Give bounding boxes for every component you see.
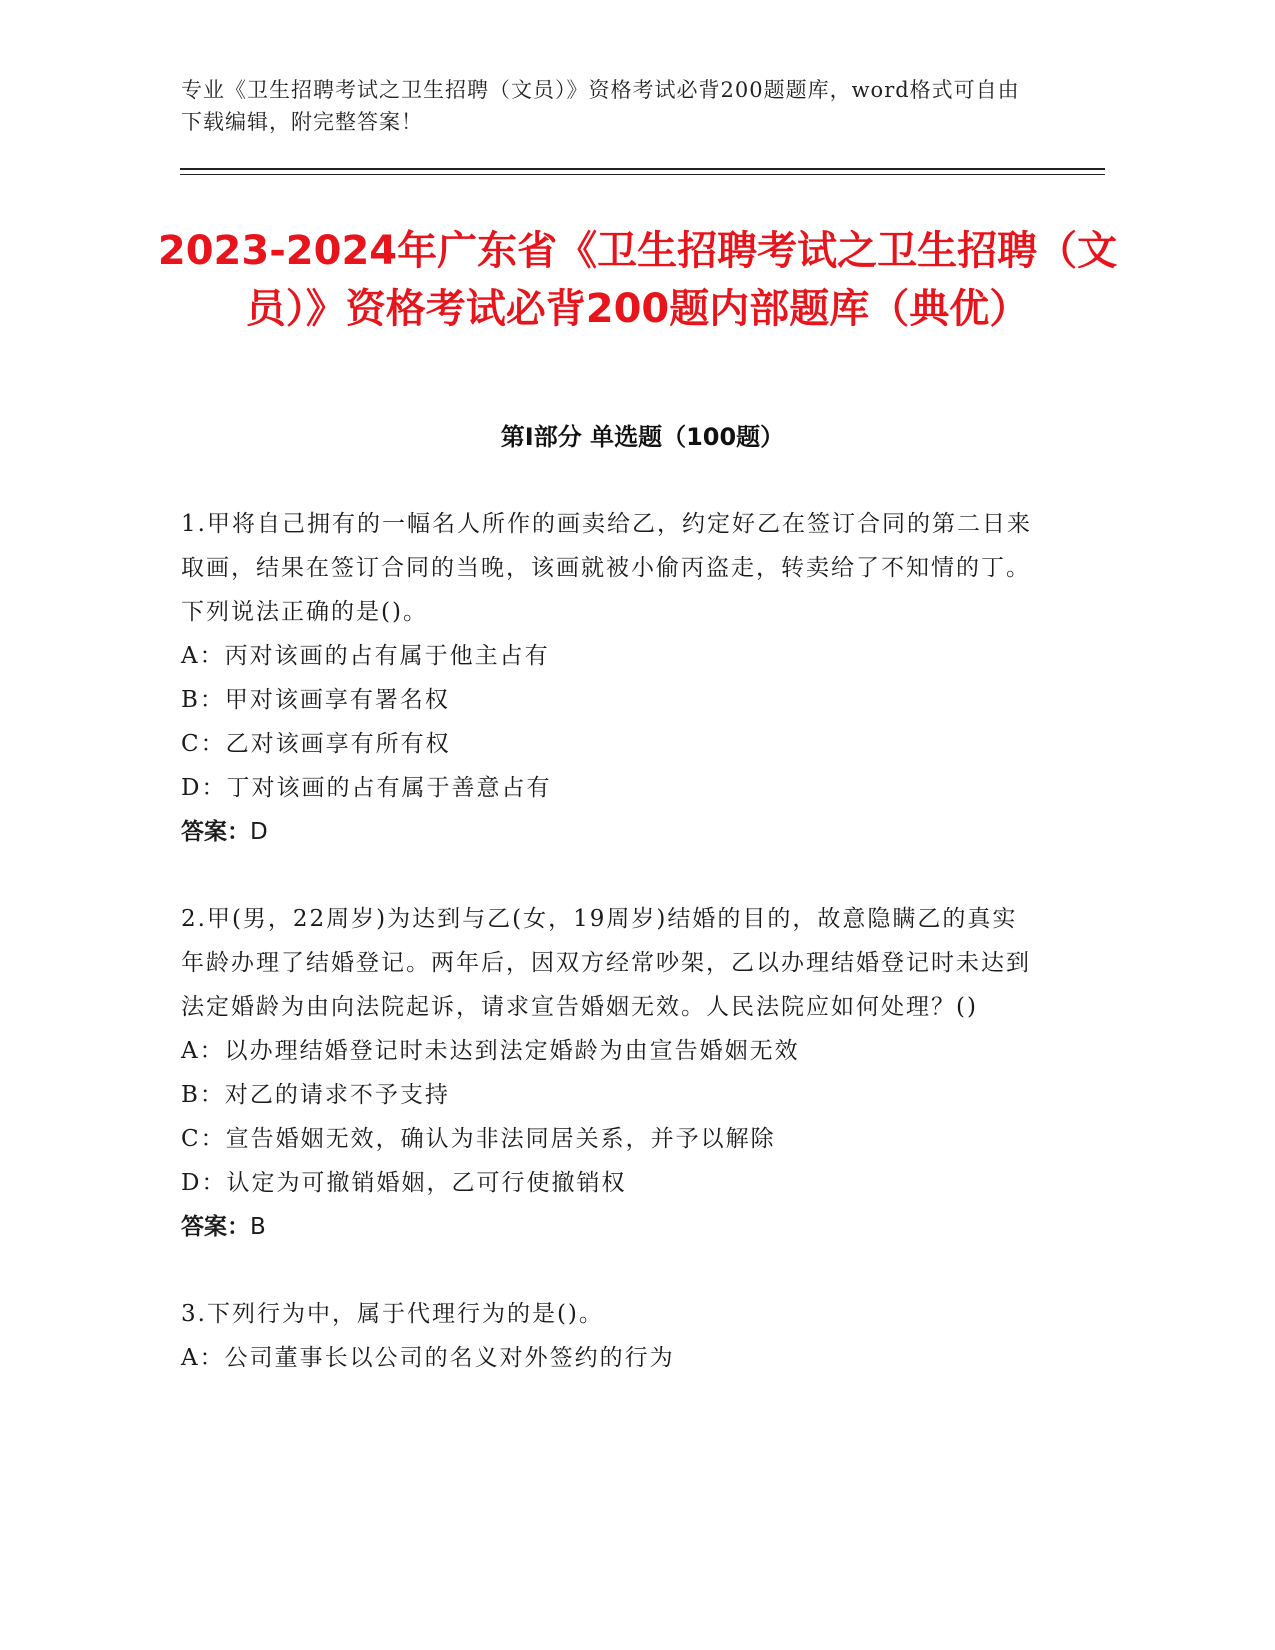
question-stem: 2.甲(男，22周岁)为达到与乙(女，19周岁)结婚的目的，故意隐瞒乙的真实年龄办理了结婚登记。两年后，因双方经常吵架，乙以办理结婚登记时未达到法定婚龄为由向法院起诉，请求宣告婚姻无效。人民法院应如何处理？() — [181, 906, 1031, 1020]
header-rule-thin — [180, 174, 1105, 175]
answer — [181, 1205, 1041, 1249]
section-heading: 第Ⅰ部分 单选题（100题） — [500, 423, 785, 451]
option-b: B：对乙的请求不予支持 — [181, 1082, 450, 1108]
option-c: C：宣告婚姻无效，确认为非法同居关系，并予以解除 — [181, 1126, 776, 1152]
option-a: A：丙对该画的占有属于他主占有 — [181, 643, 550, 669]
question-stem: 1.甲将自己拥有的一幅名人所作的画卖给乙，约定好乙在签订合同的第二日来取画，结果在签订合同的当晚，该画就被小偷丙盗走，转卖给了不知情的丁。下列说法正确的是()。 — [181, 511, 1032, 625]
question-3 — [181, 1292, 1041, 1380]
question-1 — [181, 502, 1041, 854]
answer-label: 答案： — [181, 1214, 250, 1240]
question-2 — [181, 897, 1041, 1249]
option-a: A：公司董事长以公司的名义对外签约的行为 — [181, 1345, 675, 1371]
answer-value: D — [250, 819, 268, 845]
header-rule-thick — [180, 168, 1105, 170]
answer — [181, 810, 1041, 854]
header-note: 专业《卫生招聘考试之卫生招聘（文员）》资格考试必背200题题库，word格式可自由下载编辑，附完整答案！ — [181, 78, 1020, 134]
option-a: A：以办理结婚登记时未达到法定婚龄为由宣告婚姻无效 — [181, 1038, 800, 1064]
answer-value: B — [250, 1214, 266, 1240]
answer-label: 答案： — [181, 819, 250, 845]
option-d: D：认定为可撤销婚姻，乙可行使撤销权 — [181, 1170, 627, 1196]
document-title: 2023-2024年广东省《卫生招聘考试之卫生招聘（文员）》资格考试必背200题内部题库（典优） — [157, 228, 1118, 332]
question-list — [181, 502, 1041, 1423]
option-d: D：丁对该画的占有属于善意占有 — [181, 775, 552, 801]
option-b: B：甲对该画享有署名权 — [181, 687, 450, 713]
option-c: C：乙对该画享有所有权 — [181, 731, 451, 757]
question-stem: 3.下列行为中，属于代理行为的是()。 — [181, 1301, 604, 1327]
